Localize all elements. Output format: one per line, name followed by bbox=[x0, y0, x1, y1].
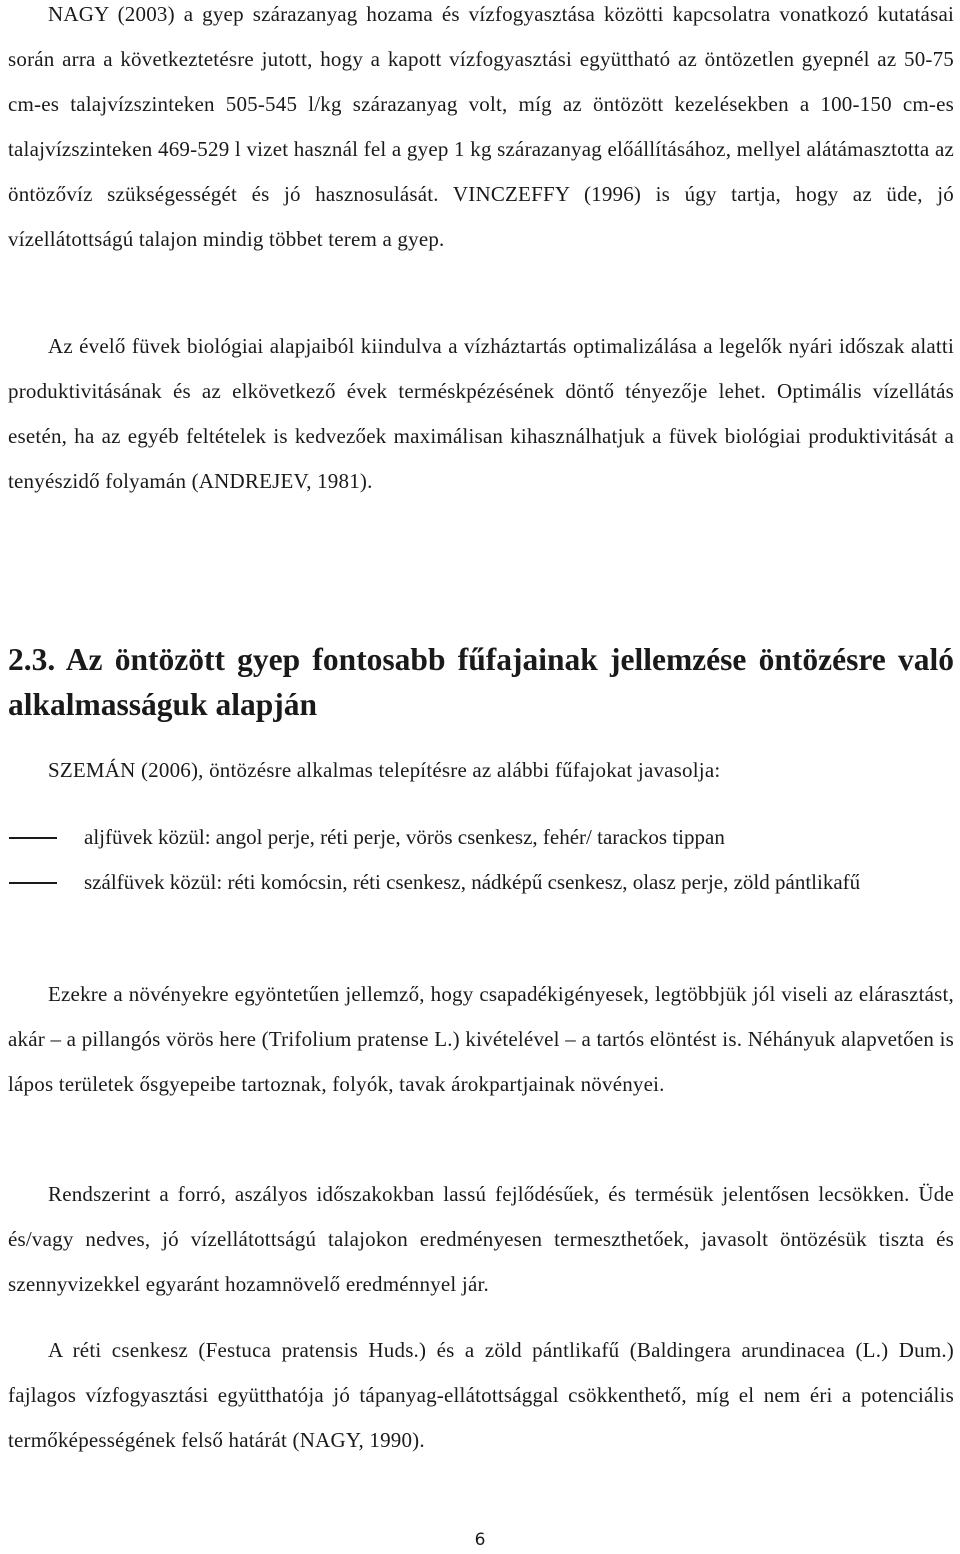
page-number: 6 bbox=[474, 1530, 486, 1550]
paragraph-evelo-fuvek: Az évelő füvek biológiai alapjaiból kiindulva a vízháztartás optimalizálása a legelők nyári időszak alatti produktivitásának és az elkövetkező évek terméskpézésének döntő tényezője lehet. Optimális vízellátás esetén, ha az egyéb feltételek is kedvezőek maximálisan kihasználhatjuk a füvek biológiai produktivitását a tenyészidő folyamán (ANDREJEV, 1981). bbox=[8, 334, 954, 493]
list-item-text: szálfüvek közül: réti komócsin, réti csenkesz, nádképű csenkesz, olasz perje, zöld pántlikafű bbox=[84, 870, 861, 894]
grass-species-list bbox=[8, 815, 954, 905]
dash-bullet-icon bbox=[9, 837, 57, 839]
section-heading-2-3: 2.3. Az öntözött gyep fontosabb fűfajainak jellemzése öntözésre való alkalmasságuk alapján bbox=[8, 642, 954, 722]
list-item bbox=[8, 815, 954, 860]
paragraph-reti-csenkesz: A réti csenkesz (Festuca pratensis Huds.) és a zöld pántlikafű (Baldingera arundinacea (L.) Dum.) fajlagos vízfogyasztási együtthatója jó tápanyag-ellátottsággal csökkenthető, míg el nem éri a potenciális termőképességének felső határát (NAGY, 1990). bbox=[8, 1338, 954, 1452]
paragraph-rendszerint: Rendszerint a forró, aszályos időszakokban lassú fejlődésűek, és termésük jelentősen lecsökken. Üde és/vagy nedves, jó vízellátottságú talajokon eredményesen termeszthetőek, javasolt öntözésük tiszta és szennyvizekkel egyaránt hozamnövelő eredménnyel jár. bbox=[8, 1182, 954, 1296]
list-item-text: aljfüvek közül: angol perje, réti perje, vörös csenkesz, fehér/ tarackos tippan bbox=[84, 825, 725, 849]
paragraph-szeman-2006: SZEMÁN (2006), öntözésre alkalmas telepítésre az alábbi fűfajokat javasolja: bbox=[48, 758, 721, 782]
paragraph-ezekre: Ezekre a növényekre egyöntetűen jellemző, hogy csapadékigényesek, legtöbbjük jól viseli az elárasztást, akár – a pillangós vörös here (Trifolium pratense L.) kivételével – a tartós elöntést is. Néhányuk alapvetően is lápos területek ősgyepeibe tartoznak, folyók, tavak árokpartjainak növényei. bbox=[8, 982, 954, 1096]
list-item bbox=[8, 860, 954, 905]
paragraph-nagy-2003: NAGY (2003) a gyep szárazanyag hozama és vízfogyasztása közötti kapcsolatra vonatkozó kutatásai során arra a következtetésre jutott, hogy a kapott vízfogyasztási együttható az öntözetlen gyepnél az 50-75 cm-es talajvízszinteken 505-545 l/kg szárazanyag volt, míg az öntözött kezelésekben a 100-150 cm-es talajvízszinteken 469-529 l vizet használ fel a gyep 1 kg szárazanyag előállításához, mellyel alátámasztotta az öntözővíz szükségességét és jó hasznosulását. VINCZEFFY (1996) is úgy tartja, hogy az üde, jó vízellátottságú talajon mindig többet terem a gyep. bbox=[8, 2, 954, 251]
dash-bullet-icon bbox=[9, 882, 57, 884]
